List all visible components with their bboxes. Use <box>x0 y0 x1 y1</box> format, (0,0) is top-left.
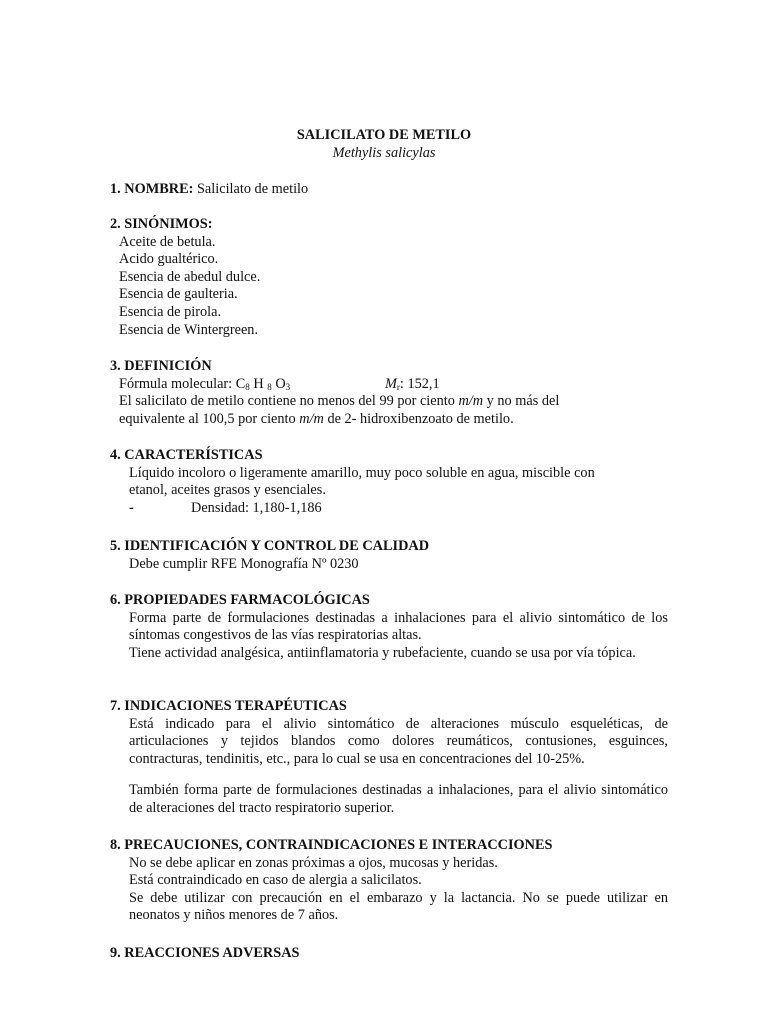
molecular-weight <box>385 376 440 394</box>
section-sinonimos <box>110 216 668 339</box>
paragraph-line: Está contraindicado en caso de alergia a salicilatos. <box>129 872 422 889</box>
mr-value: : 152,1 <box>399 375 440 392</box>
document-subtitle: Methylis salicylas <box>332 144 436 161</box>
molecular-formula <box>119 376 668 394</box>
density-row <box>129 500 668 518</box>
section-heading: 9. REACCIONES ADVERSAS <box>110 945 300 961</box>
section-reacciones <box>110 945 668 963</box>
list-item: Esencia de gaulteria. <box>119 286 238 303</box>
density-value: Densidad: 1,180-1,186 <box>191 499 322 516</box>
element-c: C <box>235 375 246 392</box>
paragraph: Se debe utilizar con precaución en el embarazo y la lactancia. No se puede utilizar en neonatos y niños menores de 7 años. <box>129 889 668 924</box>
document-title: SALICILATO DE METILO <box>296 127 472 143</box>
section-heading: 5. IDENTIFICACIÓN Y CONTROL DE CALIDAD <box>110 538 430 554</box>
element-o-count: 3 <box>285 381 291 392</box>
section-identificacion <box>110 538 668 573</box>
paragraph: También forma parte de formulaciones destinadas a inhalaciones, para el alivio sintomático de alteraciones del tracto respiratorio superior. <box>129 782 668 816</box>
list-item: Acido gualtérico. <box>119 251 219 268</box>
mm-unit: m/m <box>458 393 484 410</box>
list-item: Esencia de pirola. <box>119 303 222 320</box>
formula-label: Fórmula molecular: <box>119 375 233 392</box>
section-caracteristicas <box>110 447 668 517</box>
mr-label: M <box>385 375 397 392</box>
element-c-count: 8 <box>245 381 250 392</box>
section-heading: 6. PROPIEDADES FARMACOLÓGICAS <box>110 592 370 608</box>
paragraph-line: Debe cumplir RFE Monografía Nº 0230 <box>129 555 359 572</box>
definition-line <box>119 411 668 429</box>
element-o: O <box>275 375 286 392</box>
paragraph: Está indicado para el alivio sintomático de alteraciones músculo esqueléticas, de articulaciones y tejidos blandos como dolores reumáticos, contusiones, esguinces, contracturas, tendinitis, etc., para lo cual se usa en concentraciones del 10-25%. <box>129 715 668 767</box>
list-item: Esencia de Wintergreen. <box>119 321 259 338</box>
element-h-count: 8 <box>267 381 272 392</box>
section-heading: 4. CARACTERÍSTICAS <box>110 447 263 463</box>
section-propiedades <box>110 592 668 662</box>
definition-text: de 2- hidroxibenzoato de metilo. <box>323 410 514 427</box>
section-definicion <box>110 358 668 428</box>
paragraph-line: No se debe aplicar en zonas próximas a ojos, mucosas y heridas. <box>129 854 498 871</box>
nombre-value: Salicilato de metilo <box>196 181 309 197</box>
section-precauciones <box>110 837 668 925</box>
section-indicaciones <box>110 698 668 818</box>
paragraph-line: Líquido incoloro o ligeramente amarillo, muy poco soluble en agua, miscible con <box>129 464 595 481</box>
definition-line <box>119 393 668 411</box>
definition-text: El salicilato de metilo contiene no menos del 99 por ciento <box>119 393 459 410</box>
paragraph: Forma parte de formulaciones destinadas a inhalaciones para el alivio sintomático de los síntomas congestivos de las vías respiratorias altas. <box>129 609 668 644</box>
list-item: Esencia de abedul dulce. <box>119 268 261 285</box>
section-heading: 8. PRECAUCIONES, CONTRAINDICACIONES E INTERACCIONES <box>110 837 553 853</box>
definition-text: equivalente al 100,5 por ciento <box>119 410 300 427</box>
mr-sub: r <box>396 381 400 392</box>
list-item: Aceite de betula. <box>119 233 216 250</box>
bullet-dash: - <box>129 499 134 516</box>
section-heading: 1. NOMBRE: <box>110 181 194 197</box>
element-h: H <box>253 375 264 392</box>
section-heading: 7. INDICACIONES TERAPÉUTICAS <box>110 698 347 714</box>
section-heading: 2. SINÓNIMOS: <box>110 216 213 232</box>
section-heading: 3. DEFINICIÓN <box>110 358 212 374</box>
mm-unit: m/m <box>299 410 324 427</box>
section-nombre <box>110 181 668 199</box>
definition-text: y no más del <box>483 393 560 410</box>
paragraph-line: etanol, aceites grasos y esenciales. <box>129 482 326 499</box>
paragraph: Tiene actividad analgésica, antiinflamatoria y rubefaciente, cuando se usa por vía tópica. <box>129 644 636 661</box>
document-title-block <box>0 127 768 162</box>
